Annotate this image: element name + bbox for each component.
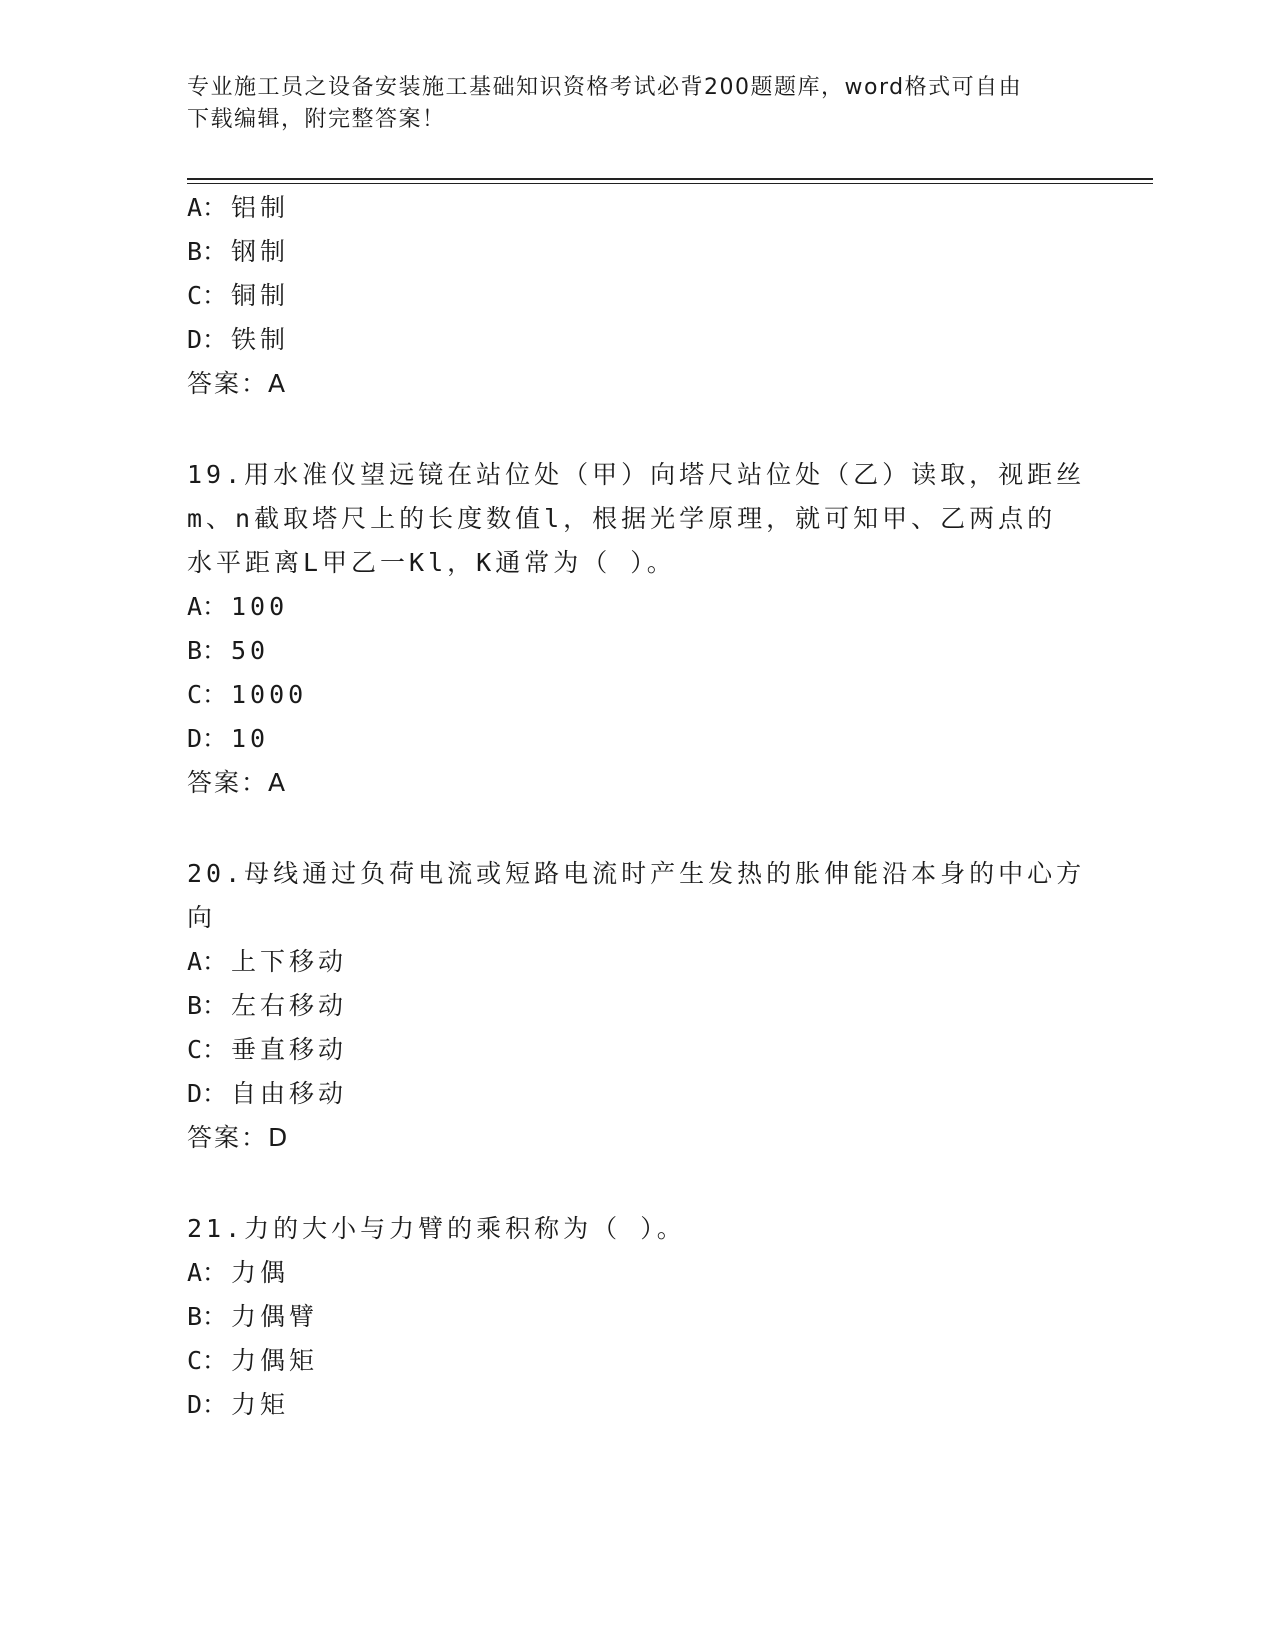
option-key: D：: [187, 724, 228, 753]
option-text: 左右移动: [231, 991, 348, 1020]
header-divider-thick: [187, 178, 1153, 180]
option-key: D：: [187, 1079, 228, 1108]
option-text: 铜制: [231, 281, 290, 310]
q20-stem-line-2: 向: [187, 903, 217, 932]
option-key: C：: [187, 680, 228, 709]
option-text: 1000: [231, 680, 308, 709]
option-key: A：: [187, 1258, 228, 1287]
option-key: B：: [187, 991, 228, 1020]
q19-option-a: [187, 584, 288, 630]
option-key: B：: [187, 636, 228, 665]
q19-option-c: [187, 672, 307, 718]
option-text: 铁制: [231, 325, 290, 354]
q20-stem-line-1: 20.母线通过负荷电流或短路电流时产生发热的胀伸能沿本身的中心方: [187, 859, 1086, 888]
q19-option-b: [187, 628, 269, 674]
q19-answer: 答案：A: [187, 768, 288, 797]
q19-stem-line-2: m、n截取塔尺上的长度数值l，根据光学原理，就可知甲、乙两点的: [187, 504, 1057, 533]
q19-option-d: [187, 716, 269, 762]
document-header: [187, 72, 1087, 136]
q21-option-c: [187, 1338, 318, 1384]
option-key: C：: [187, 1035, 228, 1064]
q20-option-b: [187, 983, 347, 1029]
header-line-2: 下载编辑，附完整答案！: [187, 107, 446, 132]
q20-option-c: [187, 1027, 347, 1073]
option-key: A：: [187, 947, 228, 976]
q18-option-b: [187, 229, 289, 275]
option-key: B：: [187, 1302, 228, 1331]
option-key: A：: [187, 193, 228, 222]
q19-stem-line-3: 水平距离L甲乙一Kl，K通常为（ ）。: [187, 548, 676, 577]
option-text: 自由移动: [231, 1079, 348, 1108]
option-text: 力矩: [231, 1390, 290, 1419]
option-text: 力偶臂: [231, 1302, 319, 1331]
q19-stem-line-1: 19.用水准仪望远镜在站位处（甲）向塔尺站位处（乙）读取，视距丝: [187, 460, 1086, 489]
q21-option-b: [187, 1294, 318, 1340]
option-text: 力偶矩: [231, 1346, 319, 1375]
option-key: A：: [187, 592, 228, 621]
q21-stem-line-1: 21.力的大小与力臂的乘积称为（ ）。: [187, 1214, 686, 1243]
q21-option-a: [187, 1250, 289, 1296]
q20-option-a: [187, 939, 347, 985]
q21-option-d: [187, 1382, 289, 1428]
q18-option-d: [187, 317, 289, 363]
q18-option-a: [187, 185, 289, 231]
option-key: D：: [187, 1390, 228, 1419]
header-divider-thin: [187, 183, 1153, 184]
option-text: 力偶: [231, 1258, 290, 1287]
q18-answer: 答案：A: [187, 369, 288, 398]
option-text: 钢制: [231, 237, 290, 266]
option-text: 上下移动: [231, 947, 348, 976]
option-text: 100: [231, 592, 289, 621]
header-line-1: 专业施工员之设备安装施工基础知识资格考试必背200题题库，word格式可自由: [187, 75, 1023, 100]
option-key: C：: [187, 281, 228, 310]
option-text: 10: [231, 724, 270, 753]
option-key: C：: [187, 1346, 228, 1375]
option-text: 垂直移动: [231, 1035, 348, 1064]
option-key: D：: [187, 325, 228, 354]
option-text: 50: [231, 636, 270, 665]
q20-answer: 答案：D: [187, 1123, 290, 1152]
option-text: 铝制: [231, 193, 290, 222]
option-key: B：: [187, 237, 228, 266]
q18-option-c: [187, 273, 289, 319]
q20-option-d: [187, 1071, 347, 1117]
